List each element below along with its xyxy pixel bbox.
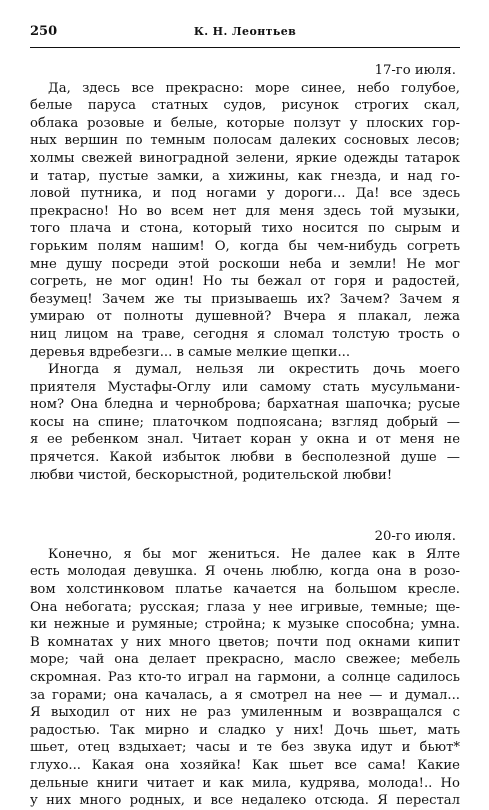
text-line: радостью. Так мирно и сладко у них! Дочь шьет, мать <box>30 722 460 738</box>
running-title: К. Н. Леонтьев <box>193 25 297 38</box>
text-line: умираю от полноты душевной? Вчера я плакал, лежа <box>30 309 460 325</box>
text-line: Конечно, я бы мог жениться. Не далее как в Ялте <box>48 546 460 562</box>
text-line: белые паруса статных судов, рисунок строгих скал, <box>30 98 460 114</box>
text-line: прекрасно! Но во всем нет для меня здесь той музыки, <box>30 203 460 219</box>
text-line: вом холстинковом платье качается на большом кресле. <box>30 582 460 598</box>
text-line: у них много родных, и все недалеко отсюда. Я перестал <box>30 793 460 809</box>
diary-entry <box>30 528 460 810</box>
entry-date: 17-го июля. <box>374 63 456 78</box>
text-line: ловой путника, и под ногами у дороги... Да! все здесь <box>30 186 460 202</box>
text-line: безумец! Зачем же ты призываешь их? Зачем? Зачем я <box>30 291 460 307</box>
text-line: В комнатах у них много цветов; почти под окнами кипит <box>30 634 460 650</box>
text-line: Я выходил от них не раз умиленным и возвращался с <box>30 705 460 721</box>
text-line: дельные книги читает и как мила, кудрява, молода!.. Но <box>30 775 460 791</box>
page-number: 250 <box>30 24 58 39</box>
text-line: ниц лицом на траве, сегодня я сломал толстую трость о <box>30 326 460 342</box>
text-line: горьким полям нашим! О, когда бы чем-нибудь согреть <box>30 238 460 254</box>
text-line: есть молодая девушка. Я очень люблю, когда она в розо- <box>30 564 460 580</box>
text-line: того плача и стона, который тихо носится по сырым и <box>30 221 460 237</box>
paragraph <box>30 546 460 810</box>
text-line: за горами; она качалась, а я смотрел на нее — и думал... <box>30 687 460 703</box>
page-body <box>30 62 460 810</box>
text-line: я ее ребенком знал. Читает коран у окна и от меня не <box>30 432 460 448</box>
text-line: деревья вдребезги... в самые мелкие щепки... <box>30 344 351 360</box>
paragraph <box>30 361 460 484</box>
text-line: косы на спине; платочком подпоясана; взгляд добрый — <box>30 414 460 430</box>
text-line: мне душу посреди этой роскоши неба и земли! Не мог <box>30 256 460 272</box>
text-line: облака розовые и белые, которые ползут у плоских гор- <box>30 115 460 131</box>
text-line: ки нежные и румяные; стройна; к музыке способна; умна. <box>30 617 460 633</box>
entry-spacer <box>30 484 460 528</box>
text-line: Да, здесь все прекрасно: море синее, небо голубое, <box>48 80 460 96</box>
text-line: ных вершин по темным полосам далеких сосновых лесов; <box>30 133 460 149</box>
text-line: Иногда я думал, нельзя ли окрестить дочь моего <box>48 362 460 378</box>
text-line: согреть, не мог один! Но ты бежал от горя и радостей, <box>30 274 460 290</box>
text-line: холмы свежей виноградной зелени, яркие одежды татарок <box>30 150 460 166</box>
text-line: ном? Она бледна и черноброва; бархатная шапочка; русые <box>30 397 460 413</box>
diary-entry <box>30 62 460 484</box>
text-line: приятеля Мустафы-Оглу или самому стать мусульмани- <box>30 379 460 395</box>
text-line: море; чай она делает прекрасно, масло свежее; мебель <box>30 652 460 668</box>
text-line: скромная. Раз кто-то играл на гармони, а солнце садилось <box>30 670 460 685</box>
text-line: глухо... Какая она хозяйка! Как шьет все сама! Какие <box>30 757 460 773</box>
text-line: шьет, отец вздыхает; часы и те без звука идут и бьют* <box>30 740 460 756</box>
text-line: и татар, пустые замки, а хижины, как гнезда, и над го- <box>30 168 460 184</box>
paragraph <box>30 80 460 362</box>
entry-date: 20-го июля. <box>374 529 456 545</box>
text-line: любви чистой, бескорыстной, родительской любви! <box>30 467 393 483</box>
header-rule <box>30 47 460 48</box>
text-line: Она небогата; русская; глаза у нее игривые, темные; ще- <box>30 599 460 615</box>
text-line: прячется. Какой избыток любви в бесполезной душе — <box>30 450 460 466</box>
page-header <box>30 24 460 42</box>
